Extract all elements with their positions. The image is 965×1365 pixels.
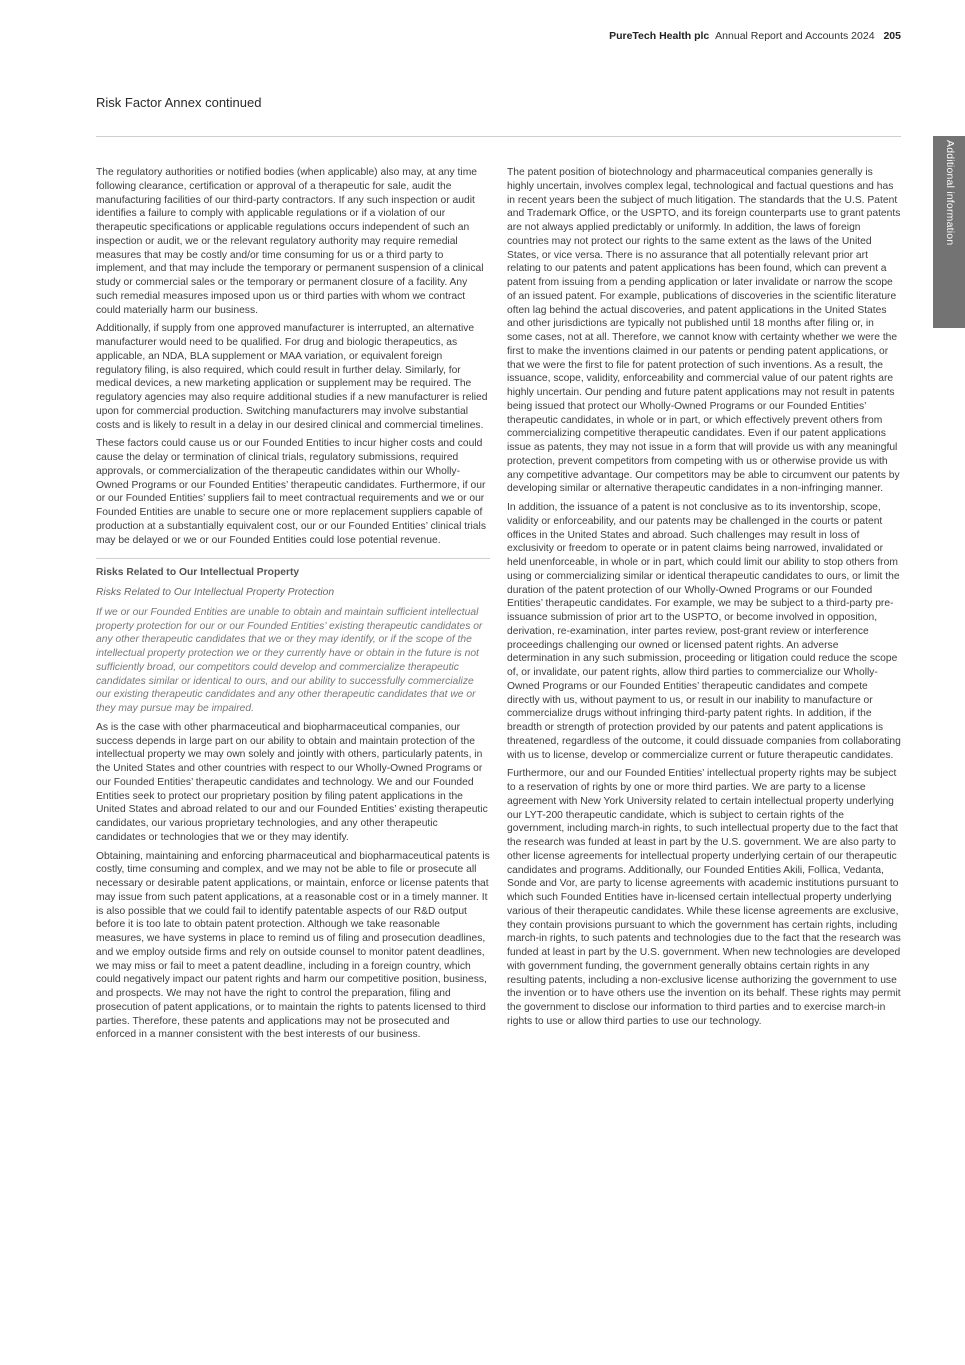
right-column <box>507 166 901 1034</box>
section-divider <box>96 558 490 559</box>
company-name: PureTech Health plc <box>609 30 710 42</box>
section-title: Risk Factor Annex continued <box>96 95 262 110</box>
paragraph: In addition, the issuance of a patent is not conclusive as to its inventorship, scope, validity or enforceability, and our patents may be challenged in the courts or patent offices in the United States and abroad. Such challenges may result in loss of exclusivity or freedom to operate or in patent claims being narrowed, invalidated or held unenforceable, in whole or in part, which could limit our ability to stop others from using or commercializing similar or identical therapeutic candidates to ours, or limit the duration of the patent protection of our Wholly-Owned Programs or our Founded Entities’ therapeutic candidates. For example, we may be subject to a third-party pre-issuance submission of prior art to the USPTO, or become involved in opposition, derivation, re-examination, inter partes review, post-grant review or interference proceedings challenging our owned or licensed patent rights. An adverse determination in any such submission, proceeding or litigation could reduce the scope of, or invalidate, our patent rights, allow third parties to commercialize our Wholly-Owned Programs or our Founded Entities’ therapeutic candidates and compete directly with us, without payment to us, or result in our inability to manufacture or commercialize drugs without infringing third-party patent rights. In addition, if the breadth or strength of protection provided by our patents and patent applications is threatened, regardless of the outcome, it could dissuade companies from collaborating with us to license, develop or commercialize current or future therapeutic candidates. <box>507 502 901 761</box>
paragraph: Furthermore, our and our Founded Entities’ intellectual property rights may be subject to a reservation of rights by one or more third parties. We are party to a license agreement with New York University related to certain intellectual property underlying our LYT-200 therapeutic candidate, which is subject to certain rights of the government, including march-in rights, to such intellectual property due to the fact that the research was funded at least in part by the U.S. government. We are also party to other license agreements for intellectual property underlying certain of our therapeutic candidates and programs. Additionally, our Founded Entities Akili, Follica, Vedanta, Sonde and Vor, are party to license agreements with academic institutions pursuant to which such Founded Entities have in-licensed certain intellectual property underlying various of their therapeutic candidates. While these license agreements are exclusive, they contain provisions pursuant to which the government has certain rights, including march-in rights, to such patents and technologies due to the fact that the research was funded at least in part by the U.S. government. When new technologies are developed with government funding, the government generally obtains certain rights in any resulting patents, including a non-exclusive license authorizing the government to use the invention or to have others use the invention on its behalf. These rights may permit the government to disclose our information to third parties and to exercise march-in rights to use or allow third parties to use our technology. <box>507 768 901 1027</box>
risk-statement: If we or our Founded Entities are unable to obtain and maintain sufficient intellectual property protection for our or our Founded Entities’ existing therapeutic candidates or any other therapeutic candidates that we or they may identify, or if the scope of the intellectual property protection we or they currently have or obtain in the future is not sufficiently broad, our competitors could develop and commercialize therapeutic candidates similar or identical to ours, and our ability to successfully commercialize our existing therapeutic candidates and any other therapeutic candidates that we or they may pursue may be impaired. <box>96 606 483 714</box>
side-tab-label[interactable]: Additional information <box>944 140 956 246</box>
paragraph: The regulatory authorities or notified bodies (when applicable) also may, at any time following clearance, certification or approval of a therapeutic for sale, audit the manufacturing facilities of our third-party contractors. If any such inspection or audit identifies a failure to comply with applicable regulations or if a violation of our therapeutic specifications or applicable regulations occurs independent of such an inspection or audit, we or the relevant regulatory authority may require remedial measures that may be costly and/or time consuming for us or a third party to implement, and that may include the temporary or permanent suspension of a clinical study or commercial sales or the temporary or permanent closure of a facility. Any such remedial measures imposed upon us or third parties with whom we contract could materially harm our business. <box>96 167 484 316</box>
subsection-heading: Risks Related to Our Intellectual Property <box>96 567 300 579</box>
header-divider <box>96 136 901 137</box>
subsection-subheading: Risks Related to Our Intellectual Property Protection <box>96 587 335 598</box>
running-header <box>609 30 901 42</box>
report-title: Annual Report and Accounts 2024 <box>715 30 875 42</box>
paragraph: The patent position of biotechnology and pharmaceutical companies generally is highly uncertain, involves complex legal, technological and factual questions and has in recent years been the subject of much litigation. The standards that the U.S. Patent and Trademark Office, or the USPTO, and its foreign counterparts use to grant patents are not always applied predictably or uniformly. In addition, the laws of foreign countries may not protect our rights to the same extent as the laws of the United States, or vice versa. There is no assurance that all potentially relevant prior art relating to our patents and patent applications has been found, which can prevent a patent from issuing from a pending application or later invalidate or narrow the scope of an issued patent. For example, publications of discoveries in the scientific literature often lag behind the actual discoveries, and patent applications in the United States and other jurisdictions are typically not published until 18 months after filing or, in some cases, not at all. Therefore, we cannot know with certainty whether we were the first to make the inventions claimed in our patents or pending patent applications, or that we were the first to file for patent protection of such inventions. As a result, the issuance, scope, validity, enforceability and commercial value of our patent rights are highly uncertain. Our pending and future patent applications may not result in patents being issued that protect our Wholly-Owned Programs or our Founded Entities’ therapeutic candidates, in whole or in part, or which effectively prevent others from commercializing competitive therapeutic candidates. Even if our patent applications issue as patents, they may not issue in a form that will provide us with any meaningful protection, prevent competitors from competing with us or otherwise provide us with any competitive advantage. Our competitors may be able to circumvent our patents by developing similar or alternative therapeutic candidates in a non-infringing manner. <box>507 167 901 495</box>
page-number: 205 <box>883 30 901 42</box>
paragraph: Obtaining, maintaining and enforcing pharmaceutical and biopharmaceutical patents is costly, time consuming and complex, and we may not be able to file or prosecute all necessary or desirable patent applications, or maintain, enforce or license patents that may issue from such patent applications, at a reasonable cost or in a timely manner. It is also possible that we could fail to identify patentable aspects of our R&D output before it is too late to obtain patent protection. Although we take reasonable measures, we have systems in place to remind us of filing and prosecution deadlines, and we employ outside firms and rely on outside counsel to monitor patent deadlines, we may miss or fail to meet a patent deadline, including in a foreign country, which could negatively impact our patent rights and harm our competitive position, business, and prospects. We may not have the right to control the preparation, filing and prosecution of patent applications, or to maintain the rights to patents licensed to third parties. Therefore, these patents and applications may not be prosecuted and enforced in a manner consistent with the best interests of our business. <box>96 850 490 1041</box>
left-column <box>96 166 490 1047</box>
paragraph: As is the case with other pharmaceutical and biopharmaceutical companies, our success depends in large part on our ability to obtain and maintain protection of the intellectual property we may own solely and jointly with others, particularly patents, in the United States and other countries with respect to our Wholly-Owned Programs or our Founded Entities’ therapeutic candidates and technology. We and our Founded Entities seek to protect our proprietary position by filing patent applications in the United States and abroad related to our and our Founded Entities’ existing therapeutic candidates, our various proprietary technologies, and any other therapeutic candidates or technologies that we or they may identify. <box>96 721 488 843</box>
paragraph: Additionally, if supply from one approved manufacturer is interrupted, an alternative manufacturer would need to be qualified. For drug and biologic therapeutics, as applicable, an NDA, BLA supplement or MAA variation, or equivalent foreign regulatory filing, is also required, which could result in further delay. Similarly, for medical devices, a new marketing application or supplement may be required. The regulatory agencies may also require additional studies if a new manufacturer is relied upon for commercial production. Switching manufacturers may involve substantial costs and is likely to result in a delay in our desired clinical and commercial timelines. <box>96 323 488 431</box>
paragraph: These factors could cause us or our Founded Entities to incur higher costs and could cause the delay or termination of clinical trials, regulatory submissions, required approvals, or commercialization of the therapeutic candidates within our Wholly-Owned Programs or our Founded Entities’ therapeutic candidates. Furthermore, if our or our Founded Entities’ suppliers fail to meet contractual requirements and we or our Founded Entities are unable to secure one or more replacement suppliers capable of production at a substantially equivalent cost, our or our Founded Entities’ clinical trials may be delayed or we or our Founded Entities could lose potential revenue. <box>96 438 486 546</box>
